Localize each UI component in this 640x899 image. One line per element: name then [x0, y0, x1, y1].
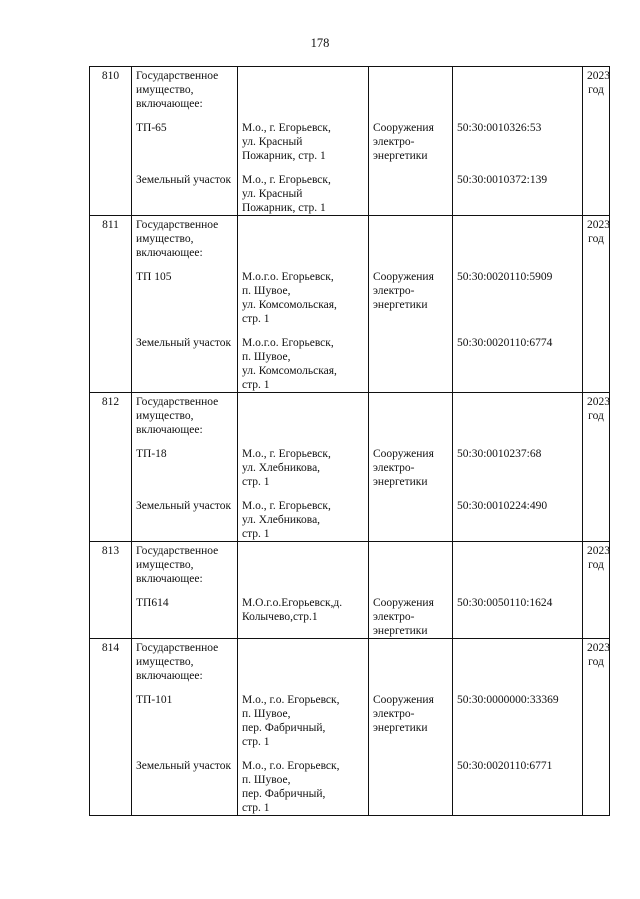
item-row [90, 693, 610, 749]
entry-header: Государственное имущество, включающее: [132, 67, 238, 112]
empty-cell [583, 326, 610, 336]
empty-cell [90, 499, 132, 542]
address-line: Колычево,стр.1 [242, 611, 318, 623]
item-type [369, 173, 453, 216]
empty-cell [238, 163, 369, 173]
address-line: ул. Хлебникова, [242, 514, 321, 526]
empty-cell [369, 489, 453, 499]
item-cadastral-number: 50:30:0050110:1624 [453, 596, 583, 639]
address-line: Пожарник, стр. 1 [242, 150, 326, 162]
item-cadastral-number: 50:30:0010237:68 [453, 447, 583, 489]
table-row [90, 216, 610, 261]
item-type [369, 759, 453, 816]
empty-cell [90, 437, 132, 447]
address-line: ул. Хлебникова, [242, 462, 321, 474]
item-row [90, 336, 610, 393]
empty-cell [90, 749, 132, 759]
address-line: стр. 1 [242, 379, 270, 391]
empty-cell [132, 260, 238, 270]
address-line: М.о., г. Егорьевск, [242, 500, 331, 512]
table-row [90, 639, 610, 684]
empty-cell [453, 639, 583, 684]
spacer-row [90, 489, 610, 499]
item-type [369, 693, 453, 749]
empty-cell [369, 639, 453, 684]
item-row [90, 499, 610, 542]
type-line: Сооружения [373, 122, 434, 134]
item-cadastral-number: 50:30:0010326:53 [453, 121, 583, 163]
empty-cell [132, 586, 238, 596]
address-line: ул. Комсомольская, [242, 299, 337, 311]
item-address [238, 121, 369, 163]
empty-cell [132, 437, 238, 447]
empty-cell [90, 163, 132, 173]
empty-cell [369, 111, 453, 121]
item-type [369, 447, 453, 489]
empty-cell [369, 393, 453, 438]
spacer-row [90, 326, 610, 336]
empty-cell [583, 749, 610, 759]
item-type [369, 336, 453, 393]
empty-cell [369, 683, 453, 693]
item-name: Земельный участок [132, 499, 238, 542]
item-cadastral-number: 50:30:0010372:139 [453, 173, 583, 216]
empty-cell [453, 749, 583, 759]
empty-cell [238, 216, 369, 261]
empty-cell [583, 111, 610, 121]
entry-header: Государственное имущество, включающее: [132, 542, 238, 587]
address-line: ул. Красный [242, 188, 303, 200]
spacer-row [90, 586, 610, 596]
type-line: Сооружения [373, 694, 434, 706]
empty-cell [238, 260, 369, 270]
type-line: электро- [373, 136, 415, 148]
item-type [369, 270, 453, 326]
item-row [90, 447, 610, 489]
empty-cell [453, 683, 583, 693]
empty-cell [583, 586, 610, 596]
empty-cell [583, 336, 610, 393]
item-cadastral-number: 50:30:0020110:6771 [453, 759, 583, 816]
empty-cell [583, 447, 610, 489]
empty-cell [453, 67, 583, 112]
item-cadastral-number: 50:30:0000000:33369 [453, 693, 583, 749]
type-line: энергетики [373, 299, 428, 311]
table-row [90, 67, 610, 112]
empty-cell [583, 173, 610, 216]
empty-cell [132, 111, 238, 121]
empty-cell [453, 393, 583, 438]
registry-body [90, 67, 610, 816]
entry-number: 814 [90, 639, 132, 684]
empty-cell [238, 639, 369, 684]
address-line: п. Шувое, [242, 774, 291, 786]
entry-number: 813 [90, 542, 132, 587]
entry-year: 2023 год [583, 67, 610, 112]
item-address [238, 336, 369, 393]
empty-cell [369, 542, 453, 587]
type-line: Сооружения [373, 597, 434, 609]
item-address [238, 693, 369, 749]
item-address [238, 596, 369, 639]
page-number: 178 [310, 36, 330, 50]
empty-cell [238, 683, 369, 693]
type-line: электро- [373, 462, 415, 474]
empty-cell [369, 326, 453, 336]
entry-year: 2023 год [583, 216, 610, 261]
empty-cell [369, 260, 453, 270]
empty-cell [90, 336, 132, 393]
spacer-row [90, 749, 610, 759]
empty-cell [238, 437, 369, 447]
empty-cell [238, 326, 369, 336]
entry-year: 2023 год [583, 393, 610, 438]
entry-header: Государственное имущество, включающее: [132, 393, 238, 438]
type-line: энергетики [373, 150, 428, 162]
address-line: М.О.г.о.Егорьевск,д. [242, 597, 343, 609]
empty-cell [90, 447, 132, 489]
entry-number: 811 [90, 216, 132, 261]
item-name: Земельный участок [132, 759, 238, 816]
item-address [238, 447, 369, 489]
empty-cell [90, 759, 132, 816]
address-line: пер. Фабричный, [242, 788, 326, 800]
spacer-row [90, 437, 610, 447]
empty-cell [453, 326, 583, 336]
entry-number: 812 [90, 393, 132, 438]
entry-number: 810 [90, 67, 132, 112]
empty-cell [453, 260, 583, 270]
address-line: стр. 1 [242, 736, 270, 748]
empty-cell [453, 489, 583, 499]
empty-cell [90, 111, 132, 121]
entry-header: Государственное имущество, включающее: [132, 216, 238, 261]
item-name: ТП614 [132, 596, 238, 639]
empty-cell [583, 499, 610, 542]
item-address [238, 759, 369, 816]
entry-header: Государственное имущество, включающее: [132, 639, 238, 684]
empty-cell [583, 163, 610, 173]
type-line: Сооружения [373, 271, 434, 283]
entry-year: 2023 год [583, 639, 610, 684]
empty-cell [90, 683, 132, 693]
address-line: стр. 1 [242, 528, 270, 540]
item-row [90, 270, 610, 326]
empty-cell [90, 489, 132, 499]
type-line: электро- [373, 285, 415, 297]
empty-cell [453, 437, 583, 447]
address-line: стр. 1 [242, 313, 270, 325]
item-address [238, 173, 369, 216]
empty-cell [90, 693, 132, 749]
empty-cell [90, 270, 132, 326]
empty-cell [453, 542, 583, 587]
spacer-row [90, 111, 610, 121]
address-line: М.о., г.о. Егорьевск, [242, 694, 340, 706]
address-line: ул. Комсомольская, [242, 365, 337, 377]
empty-cell [238, 111, 369, 121]
empty-cell [583, 270, 610, 326]
address-line: М.о., г. Егорьевск, [242, 122, 331, 134]
empty-cell [453, 216, 583, 261]
item-row [90, 121, 610, 163]
type-line: энергетики [373, 722, 428, 734]
item-cadastral-number: 50:30:0020110:6774 [453, 336, 583, 393]
table-row [90, 542, 610, 587]
empty-cell [583, 437, 610, 447]
item-type [369, 121, 453, 163]
address-line: М.о., г. Егорьевск, [242, 174, 331, 186]
address-line: Пожарник, стр. 1 [242, 202, 326, 214]
empty-cell [90, 260, 132, 270]
empty-cell [90, 596, 132, 639]
empty-cell [369, 67, 453, 112]
empty-cell [583, 759, 610, 816]
empty-cell [583, 121, 610, 163]
empty-cell [453, 163, 583, 173]
empty-cell [583, 683, 610, 693]
empty-cell [369, 216, 453, 261]
item-name: Земельный участок [132, 336, 238, 393]
empty-cell [238, 586, 369, 596]
empty-cell [132, 683, 238, 693]
address-line: М.о., г.о. Егорьевск, [242, 760, 340, 772]
empty-cell [238, 393, 369, 438]
item-name: ТП-101 [132, 693, 238, 749]
entry-year: 2023 год [583, 542, 610, 587]
address-line: М.о.г.о. Егорьевск, [242, 271, 334, 283]
empty-cell [132, 163, 238, 173]
empty-cell [369, 749, 453, 759]
address-line: М.о., г. Егорьевск, [242, 448, 331, 460]
spacer-row [90, 683, 610, 693]
type-line: энергетики [373, 625, 428, 637]
type-line: электро- [373, 708, 415, 720]
spacer-row [90, 260, 610, 270]
empty-cell [238, 749, 369, 759]
item-name: ТП-65 [132, 121, 238, 163]
table-row [90, 393, 610, 438]
address-line: стр. 1 [242, 476, 270, 488]
item-name: ТП 105 [132, 270, 238, 326]
property-registry-table [89, 66, 610, 816]
spacer-row [90, 163, 610, 173]
item-row [90, 596, 610, 639]
empty-cell [90, 586, 132, 596]
empty-cell [238, 67, 369, 112]
empty-cell [132, 326, 238, 336]
item-type [369, 596, 453, 639]
empty-cell [583, 596, 610, 639]
type-line: Сооружения [373, 448, 434, 460]
item-row [90, 173, 610, 216]
type-line: электро- [373, 611, 415, 623]
address-line: стр. 1 [242, 802, 270, 814]
item-address [238, 499, 369, 542]
empty-cell [369, 586, 453, 596]
empty-cell [369, 437, 453, 447]
item-address [238, 270, 369, 326]
empty-cell [132, 749, 238, 759]
empty-cell [90, 173, 132, 216]
empty-cell [583, 693, 610, 749]
address-line: п. Шувое, [242, 708, 291, 720]
empty-cell [132, 489, 238, 499]
item-name: ТП-18 [132, 447, 238, 489]
empty-cell [369, 163, 453, 173]
item-cadastral-number: 50:30:0020110:5909 [453, 270, 583, 326]
empty-cell [453, 111, 583, 121]
item-name: Земельный участок [132, 173, 238, 216]
address-line: п. Шувое, [242, 351, 291, 363]
item-type [369, 499, 453, 542]
empty-cell [583, 260, 610, 270]
address-line: пер. Фабричный, [242, 722, 326, 734]
empty-cell [453, 586, 583, 596]
empty-cell [238, 542, 369, 587]
address-line: п. Шувое, [242, 285, 291, 297]
empty-cell [238, 489, 369, 499]
empty-cell [90, 121, 132, 163]
empty-cell [90, 326, 132, 336]
item-row [90, 759, 610, 816]
address-line: ул. Красный [242, 136, 303, 148]
type-line: энергетики [373, 476, 428, 488]
empty-cell [583, 489, 610, 499]
item-cadastral-number: 50:30:0010224:490 [453, 499, 583, 542]
address-line: М.о.г.о. Егорьевск, [242, 337, 334, 349]
